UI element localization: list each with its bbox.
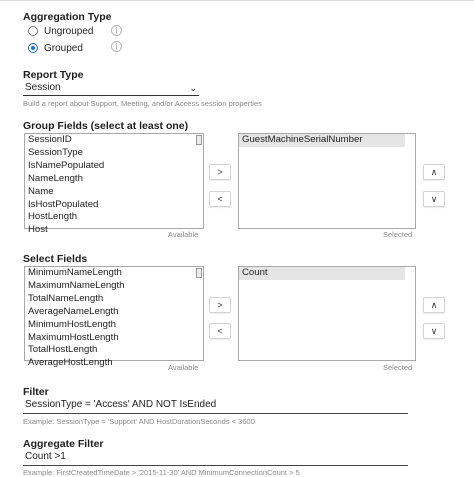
radio-ungrouped[interactable] <box>28 24 93 38</box>
list-item[interactable]: AverageHostLength <box>28 357 113 369</box>
list-item[interactable]: IsHostPopulated <box>28 198 99 210</box>
aggregate-filter-hint: Example: FirstCreatedTimeDate > '2015-11-30' AND MinimumConnectionCount > 5 <box>23 468 300 477</box>
list-item[interactable]: MinimumHostLength <box>28 318 116 330</box>
group-fields-available-caption: Available <box>168 230 199 239</box>
list-item[interactable]: AverageNameLength <box>28 305 119 317</box>
list-item[interactable]: NameLength <box>28 172 83 184</box>
list-item[interactable]: IsNamePopulated <box>28 159 105 171</box>
select-move-up-button[interactable]: ∧ <box>423 297 445 313</box>
radio-ungrouped-label: Ungrouped <box>44 25 94 37</box>
list-item[interactable]: TotalHostLength <box>28 344 98 356</box>
aggregation-type-title: Aggregation Type <box>23 11 112 23</box>
select-fields-selected-list[interactable] <box>238 266 416 361</box>
group-move-down-button[interactable]: ∨ <box>423 191 445 207</box>
radio-ungrouped-circle[interactable] <box>28 26 38 36</box>
list-item[interactable]: Host <box>28 224 48 236</box>
list-item[interactable]: SessionID <box>28 134 72 145</box>
radio-grouped-circle[interactable] <box>28 43 38 53</box>
radio-grouped-label: Grouped <box>44 42 83 54</box>
select-add-button[interactable]: > <box>209 297 231 313</box>
group-move-up-button[interactable]: ∧ <box>423 164 445 180</box>
group-fields-scrollbar[interactable] <box>196 135 202 227</box>
aggregate-filter-input[interactable]: Count >1 <box>23 450 408 466</box>
top-divider <box>0 0 474 1</box>
filter-input[interactable]: SessionType = 'Access' AND NOT IsEnded <box>23 398 408 414</box>
ungrouped-info-icon[interactable]: i <box>111 25 122 36</box>
filter-title: Filter <box>23 386 49 398</box>
group-add-button[interactable]: > <box>209 164 231 180</box>
select-fields-available-caption: Available <box>168 363 199 372</box>
select-move-down-button[interactable]: ∨ <box>423 323 445 339</box>
list-item[interactable]: Count <box>239 267 405 280</box>
report-type-value: Session <box>25 82 61 93</box>
select-fields-selected-caption: Selected <box>383 363 413 372</box>
report-type-hint: Build a report about Support, Meeting, and/or Access session properties <box>23 99 262 108</box>
aggregate-filter-title: Aggregate Filter <box>23 438 104 450</box>
group-fields-title: Group Fields (select at least one) <box>23 120 189 132</box>
list-item[interactable]: HostLength <box>28 211 78 223</box>
scrollbar-thumb[interactable] <box>196 268 202 278</box>
select-fields-title: Select Fields <box>23 253 88 265</box>
report-type-select[interactable] <box>23 81 199 96</box>
list-item[interactable]: MaximumNameLength <box>28 279 125 291</box>
list-item[interactable]: Name <box>28 185 54 197</box>
group-fields-selected-caption: Selected <box>383 230 413 239</box>
report-type-title: Report Type <box>23 69 84 81</box>
group-remove-button[interactable]: < <box>209 191 231 207</box>
grouped-info-icon[interactable]: i <box>111 41 122 52</box>
list-item[interactable]: SessionType <box>28 146 83 158</box>
select-remove-button[interactable]: < <box>209 323 231 339</box>
radio-grouped[interactable] <box>28 41 83 55</box>
list-item[interactable]: TotalNameLength <box>28 292 104 304</box>
list-item[interactable]: GuestMachineSerialNumber <box>239 134 405 147</box>
chevron-down-icon: ⌄ <box>189 83 197 93</box>
list-item[interactable]: MinimumNameLength <box>28 267 122 278</box>
filter-hint: Example: SessionType = 'Support' AND HostDurationSeconds < 3600 <box>23 417 255 426</box>
list-item[interactable]: MaximumHostLength <box>28 331 119 343</box>
scrollbar-thumb[interactable] <box>196 135 202 145</box>
group-fields-selected-list[interactable] <box>238 133 416 229</box>
select-fields-scrollbar[interactable] <box>196 268 202 359</box>
